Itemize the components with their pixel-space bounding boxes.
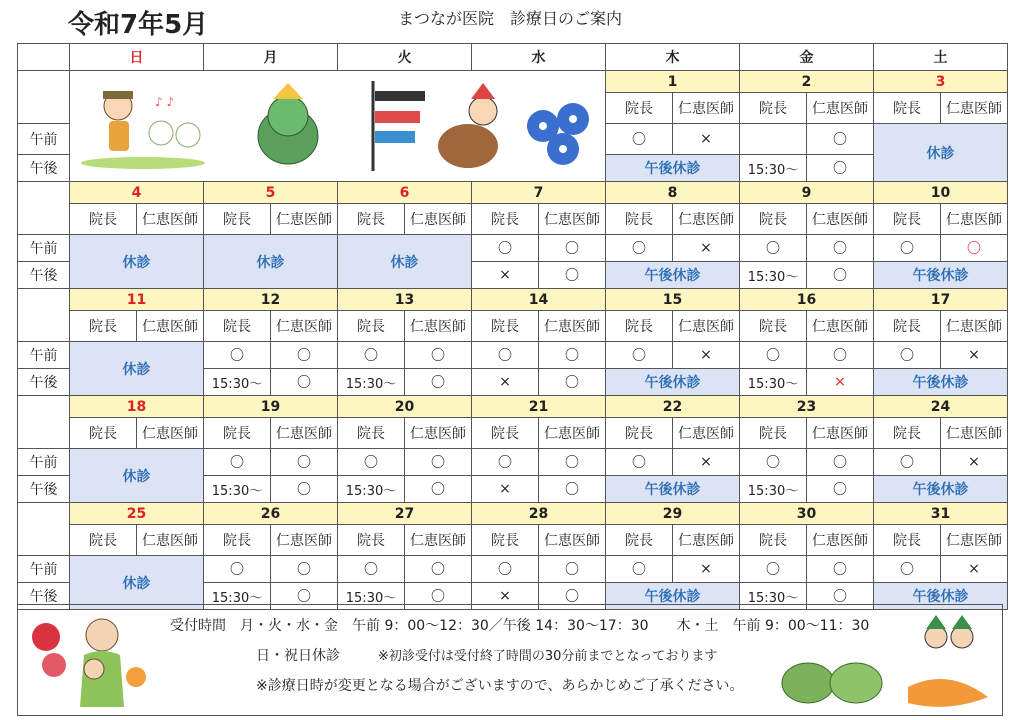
- role-director: 院長: [338, 204, 405, 235]
- slot-open: 〇: [405, 583, 472, 610]
- role-doctor: 仁恵医師: [941, 204, 1008, 235]
- role-doctor: 仁恵医師: [539, 525, 606, 556]
- slot-open: 〇: [405, 476, 472, 503]
- date-cell: 24: [874, 396, 1008, 418]
- role-director: 院長: [874, 204, 941, 235]
- may-festival-illustration: [73, 71, 603, 177]
- role-doctor: 仁恵医師: [673, 311, 740, 342]
- slot-open: 〇: [472, 342, 539, 369]
- role-doctor: 仁恵医師: [271, 418, 338, 449]
- date-cell: 29: [606, 503, 740, 525]
- role-director: 院長: [338, 418, 405, 449]
- role-doctor: 仁恵医師: [807, 311, 874, 342]
- slot-absent: ×: [472, 583, 539, 610]
- role-director: 院長: [338, 525, 405, 556]
- slot-open: 〇: [606, 235, 673, 262]
- slot-am-label: 午前: [18, 449, 70, 476]
- slot-open: 〇: [204, 449, 271, 476]
- role-doctor: 仁恵医師: [405, 311, 472, 342]
- date-cell: 17: [874, 289, 1008, 311]
- kashiwa-mochi-illustration: [778, 643, 888, 713]
- slot-open: 〇: [807, 583, 874, 610]
- role-doctor: 仁恵医師: [807, 525, 874, 556]
- holiday-note: 日・祝日休診: [256, 648, 340, 664]
- pm-closed-cell: 午後休診: [874, 583, 1008, 610]
- slot-time: 15:30〜: [204, 369, 271, 396]
- slot-absent: ×: [673, 449, 740, 476]
- date-cell: 21: [472, 396, 606, 418]
- date-cell: 26: [204, 503, 338, 525]
- row-label-blank: [18, 289, 70, 342]
- role-doctor: 仁恵医師: [941, 418, 1008, 449]
- slot-open: 〇: [539, 235, 606, 262]
- slot-open: 〇: [606, 342, 673, 369]
- closed-cell: 休診: [70, 449, 204, 503]
- date-cell: 16: [740, 289, 874, 311]
- row-label-blank: [18, 396, 70, 449]
- slot-open: 〇: [539, 262, 606, 289]
- slot-pm-label: 午後: [18, 155, 70, 182]
- slot-time: 15:30〜: [740, 155, 807, 182]
- slot-open: 〇: [338, 342, 405, 369]
- slot-open: 〇: [807, 342, 874, 369]
- role-doctor: 仁恵医師: [137, 418, 204, 449]
- date-cell: 3: [874, 71, 1008, 93]
- slot-open: 〇: [874, 342, 941, 369]
- role-director: 院長: [874, 418, 941, 449]
- slot-open: 〇: [405, 342, 472, 369]
- weekday-wed: 水: [472, 44, 606, 71]
- role-director: 院長: [204, 418, 271, 449]
- kids-on-carp-illustration: [898, 607, 998, 713]
- slot-open: 〇: [740, 449, 807, 476]
- slot-pm-label: 午後: [18, 369, 70, 396]
- slot-open: 〇: [204, 556, 271, 583]
- slot-open: 〇: [807, 235, 874, 262]
- slot-time: 15:30〜: [338, 369, 405, 396]
- slot-absent: ×: [673, 124, 740, 155]
- slot-open: 〇: [405, 556, 472, 583]
- role-doctor: 仁恵医師: [941, 93, 1008, 124]
- slot-open-highlight: 〇: [941, 235, 1008, 262]
- role-director: 院長: [606, 311, 673, 342]
- role-doctor: 仁恵医師: [137, 311, 204, 342]
- illustration-area: [70, 71, 606, 182]
- date-cell: 31: [874, 503, 1008, 525]
- role-doctor: 仁恵医師: [673, 204, 740, 235]
- date-cell: 8: [606, 182, 740, 204]
- slot-open: 〇: [740, 556, 807, 583]
- slot-absent: ×: [673, 235, 740, 262]
- slot-am-label: 午前: [18, 342, 70, 369]
- role-doctor: 仁恵医師: [539, 311, 606, 342]
- role-director: 院長: [204, 204, 271, 235]
- role-director: 院長: [606, 418, 673, 449]
- slot-open: 〇: [204, 342, 271, 369]
- role-director: 院長: [606, 93, 673, 124]
- slot-pm-label: 午後: [18, 262, 70, 289]
- slot-open: 〇: [271, 342, 338, 369]
- role-doctor: 仁恵医師: [807, 204, 874, 235]
- role-doctor: 仁恵医師: [405, 418, 472, 449]
- date-cell: 30: [740, 503, 874, 525]
- slot-pm-label: 午後: [18, 583, 70, 610]
- date-cell: 20: [338, 396, 472, 418]
- pm-closed-cell: 午後休診: [874, 476, 1008, 503]
- weekday-sat: 土: [874, 44, 1008, 71]
- slot-open: 〇: [539, 476, 606, 503]
- schedule-calendar: [17, 43, 1008, 610]
- role-director: 院長: [740, 525, 807, 556]
- slot-time: 15:30〜: [204, 476, 271, 503]
- role-doctor: 仁恵医師: [941, 311, 1008, 342]
- slot-absent: ×: [941, 556, 1008, 583]
- slot-open: 〇: [539, 369, 606, 396]
- date-cell: 28: [472, 503, 606, 525]
- slot-am-label: 午前: [18, 235, 70, 262]
- closed-cell: 休診: [70, 556, 204, 610]
- slot-absent: ×: [472, 476, 539, 503]
- role-doctor: 仁恵医師: [405, 204, 472, 235]
- pm-closed-cell: 午後休診: [874, 262, 1008, 289]
- weekday-header-row: [18, 44, 1008, 71]
- slot-open: 〇: [807, 124, 874, 155]
- date-cell: 9: [740, 182, 874, 204]
- role-director: 院長: [70, 418, 137, 449]
- date-cell: 22: [606, 396, 740, 418]
- slot-empty: [740, 124, 807, 155]
- slot-absent-highlight: ×: [807, 369, 874, 396]
- role-doctor: 仁恵医師: [673, 418, 740, 449]
- date-cell: 6: [338, 182, 472, 204]
- corner-cell: [18, 44, 70, 71]
- date-cell: 14: [472, 289, 606, 311]
- slot-open: 〇: [807, 449, 874, 476]
- role-doctor: 仁恵医師: [137, 204, 204, 235]
- slot-pm-label: 午後: [18, 476, 70, 503]
- role-doctor: 仁恵医師: [271, 204, 338, 235]
- slot-open: 〇: [271, 583, 338, 610]
- closed-cell: 休診: [204, 235, 338, 289]
- pm-closed-cell: 午後休診: [606, 262, 740, 289]
- weekday-thu: 木: [606, 44, 740, 71]
- weekday-tue: 火: [338, 44, 472, 71]
- slot-open: 〇: [874, 556, 941, 583]
- slot-open: 〇: [405, 369, 472, 396]
- pm-closed-cell: 午後休診: [606, 583, 740, 610]
- role-director: 院長: [472, 418, 539, 449]
- date-cell: 4: [70, 182, 204, 204]
- row-label-blank: [18, 182, 70, 235]
- role-director: 院長: [740, 93, 807, 124]
- closed-cell: 休診: [70, 235, 204, 289]
- date-cell: 10: [874, 182, 1008, 204]
- date-cell: 15: [606, 289, 740, 311]
- role-doctor: 仁恵医師: [673, 525, 740, 556]
- slot-open: 〇: [472, 235, 539, 262]
- role-doctor: 仁恵医師: [941, 525, 1008, 556]
- role-director: 院長: [204, 525, 271, 556]
- role-director: 院長: [70, 311, 137, 342]
- role-director: 院長: [740, 204, 807, 235]
- row-label-blank: [18, 503, 70, 556]
- role-doctor: 仁恵医師: [271, 525, 338, 556]
- slot-open: 〇: [539, 342, 606, 369]
- slot-open: 〇: [405, 449, 472, 476]
- date-cell: 11: [70, 289, 204, 311]
- slot-open: 〇: [539, 583, 606, 610]
- clinic-subtitle: まつなが医院 診療日のご案内: [398, 9, 623, 28]
- slot-open: 〇: [807, 155, 874, 182]
- closed-cell: 休診: [70, 342, 204, 396]
- footer-info: [17, 604, 1003, 716]
- role-director: 院長: [338, 311, 405, 342]
- role-director: 院長: [874, 311, 941, 342]
- role-director: 院長: [874, 93, 941, 124]
- role-doctor: 仁恵医師: [807, 93, 874, 124]
- role-director: 院長: [472, 204, 539, 235]
- row-label-blank: [18, 71, 70, 124]
- slot-open: 〇: [271, 476, 338, 503]
- date-cell: 1: [606, 71, 740, 93]
- pm-closed-cell: 午後休診: [606, 476, 740, 503]
- role-director: 院長: [874, 525, 941, 556]
- role-doctor: 仁恵医師: [271, 311, 338, 342]
- role-director: 院長: [740, 311, 807, 342]
- pm-closed-cell: 午後休診: [606, 155, 740, 182]
- slot-time: 15:30〜: [204, 583, 271, 610]
- slot-time: 15:30〜: [338, 583, 405, 610]
- role-director: 院長: [472, 311, 539, 342]
- slot-open: 〇: [271, 449, 338, 476]
- role-doctor: 仁恵医師: [405, 525, 472, 556]
- pm-closed-cell: 午後休診: [874, 369, 1008, 396]
- role-doctor: 仁恵医師: [807, 418, 874, 449]
- date-cell: 19: [204, 396, 338, 418]
- slot-absent: ×: [472, 262, 539, 289]
- slot-time: 15:30〜: [740, 369, 807, 396]
- slot-open: 〇: [472, 449, 539, 476]
- weekday-mon: 月: [204, 44, 338, 71]
- role-director: 院長: [606, 204, 673, 235]
- slot-open: 〇: [606, 449, 673, 476]
- slot-time: 15:30〜: [338, 476, 405, 503]
- slot-open: 〇: [539, 449, 606, 476]
- role-director: 院長: [70, 525, 137, 556]
- first-visit-note: ※初診受付は受付終了時間の30分前までとなっております: [378, 649, 718, 664]
- slot-open: 〇: [472, 556, 539, 583]
- reception-hours: 受付時間 月・火・水・金 午前 9：00〜12：30／午後 14：30〜17：30 木・土 午前 9：00〜11：30: [170, 618, 870, 634]
- weekday-fri: 金: [740, 44, 874, 71]
- slot-absent: ×: [673, 342, 740, 369]
- slot-open: 〇: [606, 124, 673, 155]
- slot-time: 15:30〜: [740, 583, 807, 610]
- role-director: 院長: [740, 418, 807, 449]
- slot-absent: ×: [941, 449, 1008, 476]
- date-cell: 23: [740, 396, 874, 418]
- closed-cell: 休診: [338, 235, 472, 289]
- date-cell: 2: [740, 71, 874, 93]
- slot-open: 〇: [338, 449, 405, 476]
- slot-time: 15:30〜: [740, 476, 807, 503]
- slot-open: 〇: [807, 556, 874, 583]
- role-director: 院長: [606, 525, 673, 556]
- slot-open: 〇: [271, 369, 338, 396]
- svg-text:♪ ♪: ♪ ♪: [154, 95, 174, 109]
- role-doctor: 仁恵医師: [673, 93, 740, 124]
- schedule-change-note: ※診療日時が変更となる場合がございますので、あらかじめご了承ください。: [256, 678, 744, 694]
- slot-am-label: 午前: [18, 124, 70, 155]
- weekday-sun: 日: [70, 44, 204, 71]
- slot-absent: ×: [941, 342, 1008, 369]
- role-doctor: 仁恵医師: [137, 525, 204, 556]
- slot-open: 〇: [740, 342, 807, 369]
- date-cell: 18: [70, 396, 204, 418]
- role-doctor: 仁恵医師: [539, 204, 606, 235]
- mother-child-flowers-illustration: [24, 607, 154, 713]
- date-cell: 5: [204, 182, 338, 204]
- slot-open: 〇: [807, 262, 874, 289]
- closed-cell: 休診: [874, 124, 1008, 182]
- role-director: 院長: [70, 204, 137, 235]
- slot-time: 15:30〜: [740, 262, 807, 289]
- slot-open: 〇: [271, 556, 338, 583]
- slot-open: 〇: [807, 476, 874, 503]
- role-director: 院長: [204, 311, 271, 342]
- role-director: 院長: [472, 525, 539, 556]
- slot-open: 〇: [874, 449, 941, 476]
- page-title: 令和7年5月: [68, 10, 209, 40]
- slot-open: 〇: [874, 235, 941, 262]
- slot-open: 〇: [539, 556, 606, 583]
- pm-closed-cell: 午後休診: [606, 369, 740, 396]
- date-cell: 27: [338, 503, 472, 525]
- date-cell: 12: [204, 289, 338, 311]
- slot-open: 〇: [606, 556, 673, 583]
- date-cell: 7: [472, 182, 606, 204]
- slot-open: 〇: [740, 235, 807, 262]
- slot-open: 〇: [338, 556, 405, 583]
- slot-absent: ×: [673, 556, 740, 583]
- date-cell: 25: [70, 503, 204, 525]
- role-doctor: 仁恵医師: [539, 418, 606, 449]
- date-cell: 13: [338, 289, 472, 311]
- slot-am-label: 午前: [18, 556, 70, 583]
- slot-absent: ×: [472, 369, 539, 396]
